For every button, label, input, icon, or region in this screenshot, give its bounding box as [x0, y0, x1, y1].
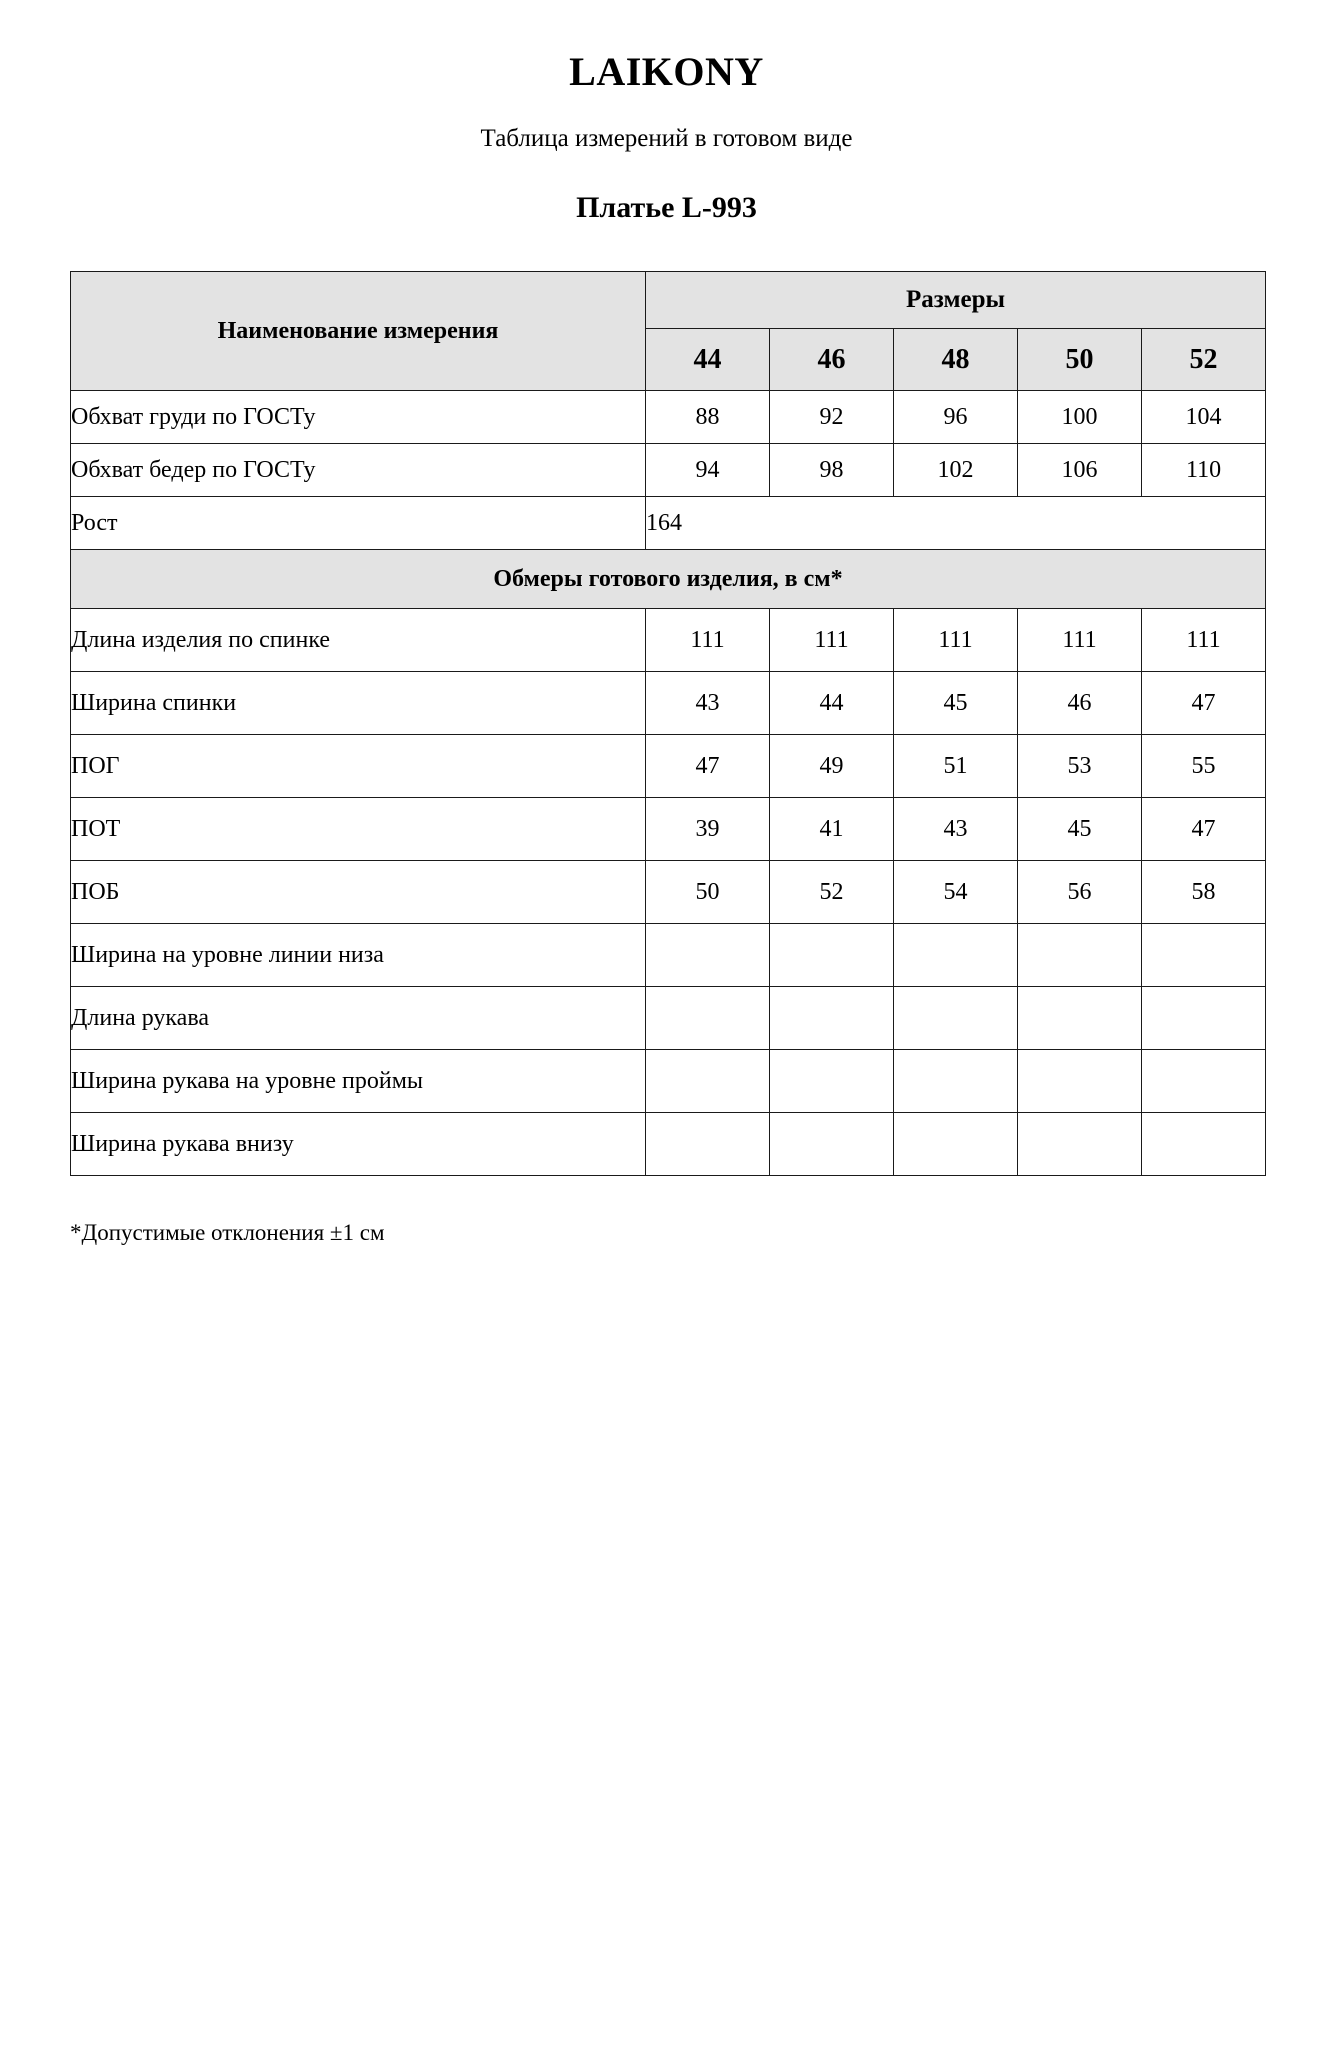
row-value: 55 [1142, 735, 1266, 798]
row-value: 92 [770, 391, 894, 444]
row-label: Обхват груди по ГОСТу [71, 391, 646, 444]
row-value: 45 [1018, 798, 1142, 861]
row-label: ПОБ [71, 861, 646, 924]
table-row [71, 924, 1266, 987]
header-size-44: 44 [646, 329, 770, 391]
row-value: 47 [1142, 672, 1266, 735]
table-section-row [71, 550, 1266, 609]
table-row [71, 798, 1266, 861]
row-value: 53 [1018, 735, 1142, 798]
header-size-48: 48 [894, 329, 1018, 391]
row-value: 88 [646, 391, 770, 444]
row-value [1018, 1050, 1142, 1113]
row-value [770, 1050, 894, 1113]
row-value [1142, 1113, 1266, 1176]
row-value: 47 [646, 735, 770, 798]
row-value: 50 [646, 861, 770, 924]
row-value: 102 [894, 444, 1018, 497]
row-value [894, 924, 1018, 987]
row-value [1018, 987, 1142, 1050]
row-value: 111 [646, 609, 770, 672]
header-size-52: 52 [1142, 329, 1266, 391]
table-row [71, 987, 1266, 1050]
row-value: 94 [646, 444, 770, 497]
row-label: Длина рукава [71, 987, 646, 1050]
header-measurement-name: Наименование измерения [71, 272, 646, 391]
row-value: 164 [646, 497, 1266, 550]
row-label: Ширина спинки [71, 672, 646, 735]
row-label: Длина изделия по спинке [71, 609, 646, 672]
row-value [1018, 1113, 1142, 1176]
row-value [770, 924, 894, 987]
row-label: ПОТ [71, 798, 646, 861]
row-value [894, 1050, 1018, 1113]
row-label: Ширина рукава на уровне проймы [71, 1050, 646, 1113]
row-value [1142, 924, 1266, 987]
document-subtitle: Таблица измерений в готовом виде [480, 125, 853, 152]
section-header: Обмеры готового изделия, в см* [71, 550, 1266, 609]
row-label: Ширина рукава внизу [71, 1113, 646, 1176]
header-sizes: Размеры [646, 272, 1266, 329]
row-value: 43 [894, 798, 1018, 861]
measurements-table [70, 271, 1266, 1176]
table-row [71, 672, 1266, 735]
row-value [770, 987, 894, 1050]
row-label: Обхват бедер по ГОСТу [71, 444, 646, 497]
row-value: 45 [894, 672, 1018, 735]
table-row [71, 735, 1266, 798]
row-value [646, 987, 770, 1050]
row-value: 51 [894, 735, 1018, 798]
row-value [894, 1113, 1018, 1176]
row-value: 110 [1142, 444, 1266, 497]
row-value: 46 [1018, 672, 1142, 735]
row-label: Ширина на уровне линии низа [71, 924, 646, 987]
table-header-row-1 [71, 272, 1266, 329]
row-value: 58 [1142, 861, 1266, 924]
row-value: 111 [1018, 609, 1142, 672]
row-value [1142, 1050, 1266, 1113]
row-value: 54 [894, 861, 1018, 924]
table-row [71, 861, 1266, 924]
row-value [646, 1050, 770, 1113]
row-value: 104 [1142, 391, 1266, 444]
row-value [646, 924, 770, 987]
row-value: 44 [770, 672, 894, 735]
row-value: 106 [1018, 444, 1142, 497]
row-value: 100 [1018, 391, 1142, 444]
row-value: 47 [1142, 798, 1266, 861]
document-page [0, 48, 1333, 2048]
row-value: 41 [770, 798, 894, 861]
row-label: Рост [71, 497, 646, 550]
header-size-50: 50 [1018, 329, 1142, 391]
brand-title: LAIKONY [569, 49, 764, 94]
table-row [71, 609, 1266, 672]
row-value [646, 1113, 770, 1176]
table-row [71, 1113, 1266, 1176]
row-value: 111 [894, 609, 1018, 672]
row-value: 49 [770, 735, 894, 798]
table-row [71, 1050, 1266, 1113]
row-value [1142, 987, 1266, 1050]
row-value: 56 [1018, 861, 1142, 924]
header-size-46: 46 [770, 329, 894, 391]
row-value: 43 [646, 672, 770, 735]
table-row-height [71, 497, 1266, 550]
row-label: ПОГ [71, 735, 646, 798]
product-title: Платье L-993 [576, 191, 757, 224]
row-value: 111 [770, 609, 894, 672]
row-value: 111 [1142, 609, 1266, 672]
row-value: 98 [770, 444, 894, 497]
row-value [894, 987, 1018, 1050]
footnote: *Допустимые отклонения ±1 см [70, 1220, 385, 1245]
table-row [71, 444, 1266, 497]
row-value [770, 1113, 894, 1176]
row-value: 96 [894, 391, 1018, 444]
row-value: 39 [646, 798, 770, 861]
table-row [71, 391, 1266, 444]
row-value: 52 [770, 861, 894, 924]
row-value [1018, 924, 1142, 987]
